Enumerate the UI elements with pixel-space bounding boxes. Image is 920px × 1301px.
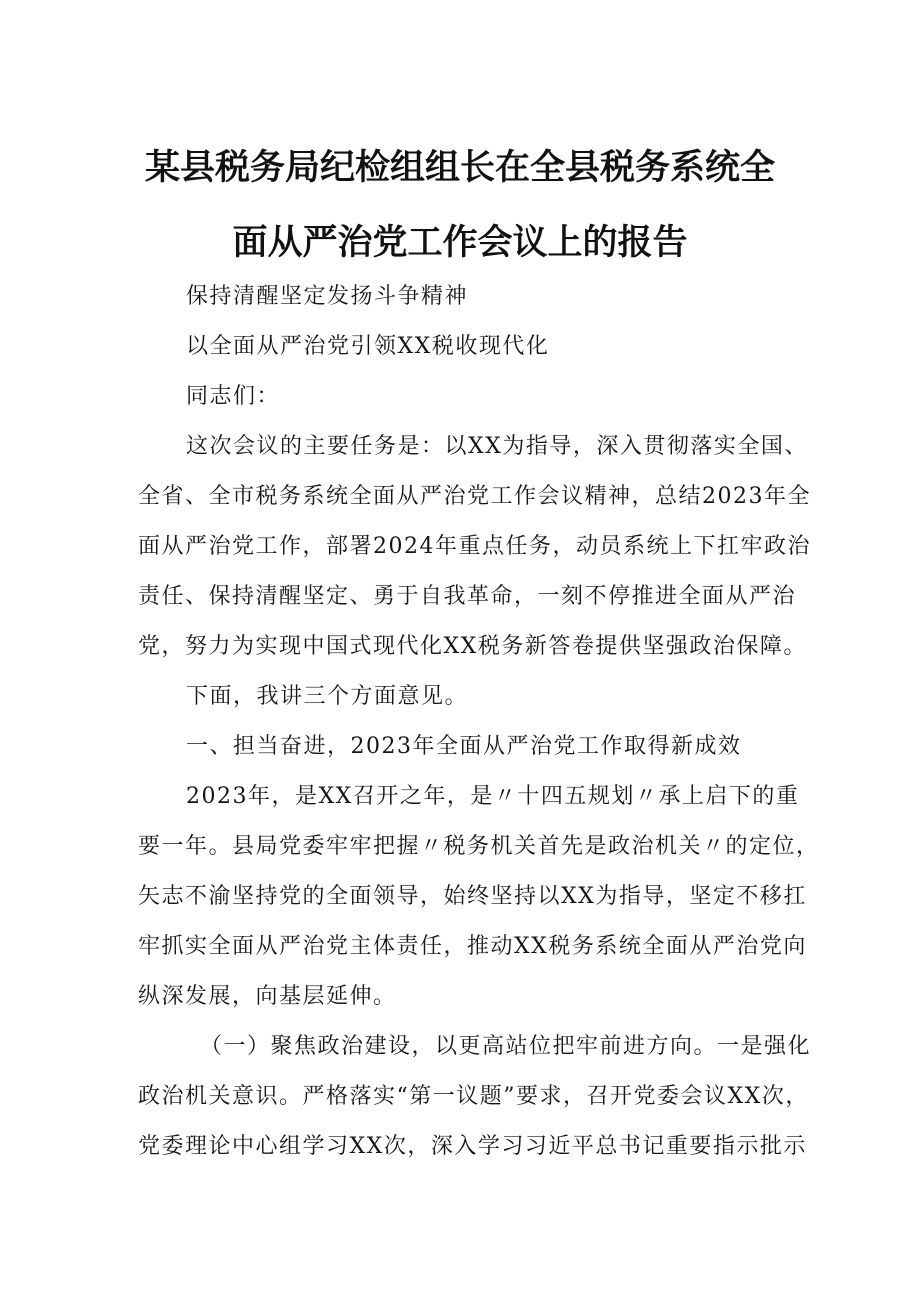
paragraph-line: 要一年。县局党委牢牢把握〃税务机关首先是政治机关〃的定位， [138,834,820,859]
document-title-line-2: 面从严治党工作会议上的报告 [232,223,688,263]
paragraph-line: 责任、保持清醒坚定、勇于自我革命，一刻不停推进全面从严治 [138,584,797,609]
subtitle-line-2: 以全面从严治党引领XX税收现代化 [186,334,550,359]
paragraph-line: 矢志不渝坚持党的全面领导，始终坚持以XX为指导，坚定不移扛 [138,884,807,909]
paragraph-line: 面从严治党工作，部署2024年重点任务，动员系统上下扛牢政治 [138,534,811,559]
paragraph-line: 党，努力为实现中国式现代化XX税务新答卷提供坚强政治保障。 [138,634,807,659]
section-heading: 一、担当奋进，2023年全面从严治党工作取得新成效 [186,734,742,759]
paragraph-line: 这次会议的主要任务是：以XX为指导，深入贯彻落实全国、 [186,434,808,459]
paragraph-line: 牢抓实全面从严治党主体责任，推动XX税务系统全面从严治党向 [138,934,807,959]
paragraph-line: 政治机关意识。严格落实“第一议题”要求，召开党委会议XX次， [138,1084,809,1109]
subsection-paragraph-line: （一）聚焦政治建设，以更高站位把牢前进方向。一是强化 [200,1034,812,1059]
paragraph-line: 纵深发展，向基层延伸。 [138,984,397,1009]
paragraph-line: 下面，我讲三个方面意见。 [186,684,469,709]
paragraph-line: 全省、全市税务系统全面从严治党工作会议精神，总结2023年全 [138,484,811,509]
subtitle-line-1: 保持清醒坚定发扬斗争精神 [186,284,469,309]
document-title-line-1: 某县税务局纪检组组长在全县税务系统全 [144,148,775,188]
paragraph-line: 党委理论中心组学习XX次，深入学习习近平总书记重要指示批示 [138,1134,807,1159]
salutation: 同志们： [186,384,281,409]
paragraph-line: 2023年，是XX召开之年，是〃十四五规划〃承上启下的重 [186,784,800,809]
